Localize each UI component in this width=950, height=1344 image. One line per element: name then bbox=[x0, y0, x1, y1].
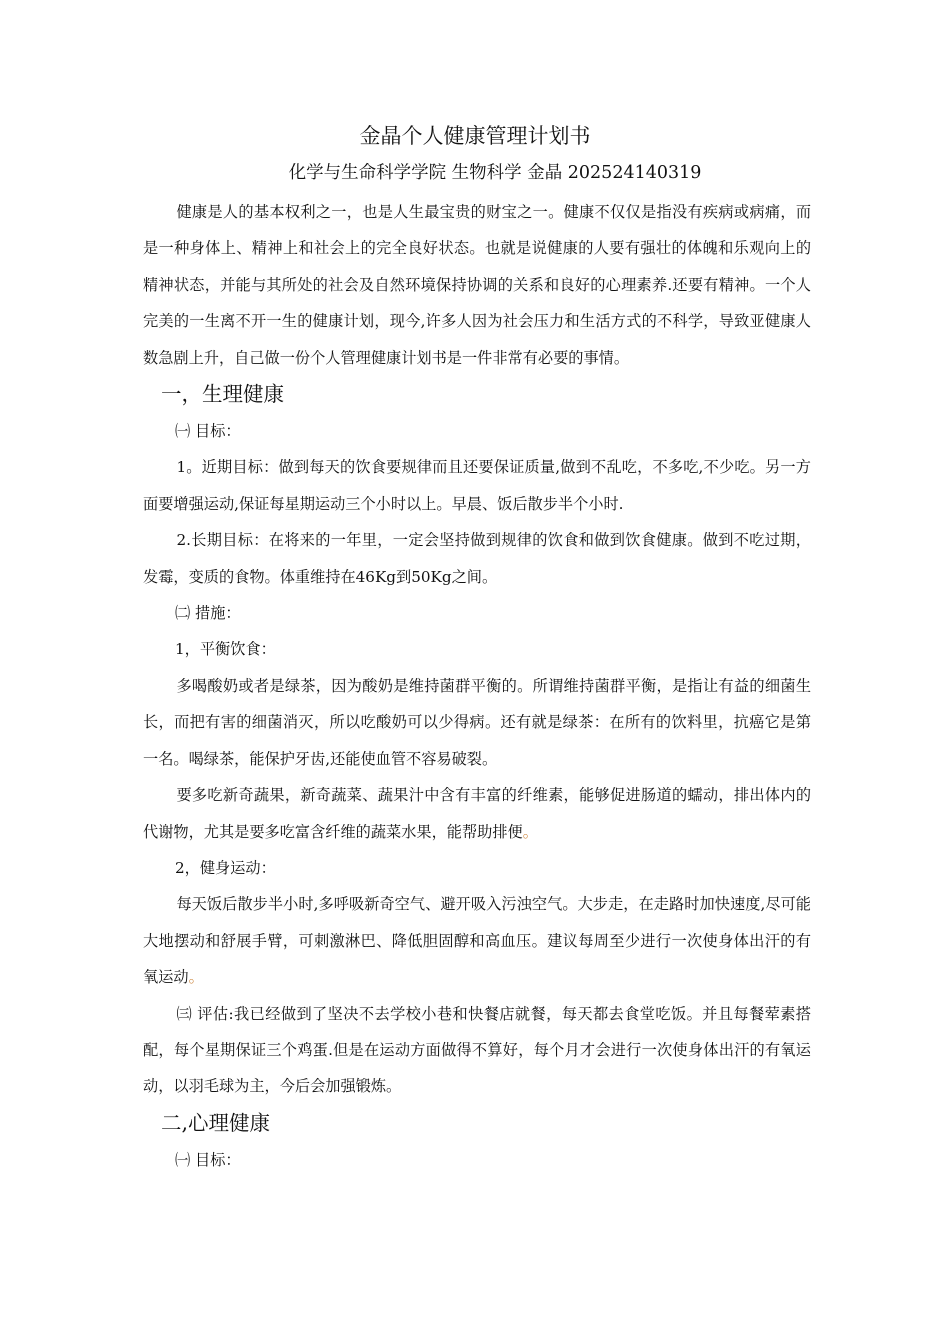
diet-paragraph-1: 多喝酸奶或者是绿茶，因为酸奶是维持菌群平衡的。所谓维持菌群平衡，是指让有益的细菌生长，而把有害的细菌消灭，所以吃酸奶可以少得病。还有就是绿茶：在所有的饮料里，抗癌它是第一名。喝绿茶，能保护牙齿,还能使血管不容易破裂。 bbox=[143, 676, 811, 768]
diet-label: 1，平衡饮食： bbox=[175, 640, 276, 659]
evaluation-paragraph: ㈢ 评估:我已经做到了坚决不去学校小巷和快餐店就餐，每天都去食堂吃饭。并且每餐荤素搭配，每个星期保证三个鸡蛋.但是在运动方面做得不算好，每个月才会进行一次使身体出汗的有氧运动，以羽毛球为主，今后会加强锻炼。 bbox=[143, 1004, 811, 1096]
measures-label: ㈡ 措施： bbox=[175, 604, 241, 623]
short-term-goal-paragraph: 1。近期目标：做到每天的饮食要规律而且还要保证质量,做到不乱吃，不多吃,不少吃。另一方面要增强运动,保证每星期运动三个小时以上。早晨、饭后散步半个小时. bbox=[143, 458, 811, 513]
intro-paragraph: 健康是人的基本权利之一，也是人生最宝贵的财宝之一。健康不仅仅是指没有疾病或病痛，而是一种身体上、精神上和社会上的完全良好状态。也就是说健康的人要有强壮的体魄和乐观向上的精神状态，并能与其所处的社会及自然环境保持协调的关系和良好的心理素养.还要有精神。一个人完美的一生离不开一生的健康计划，现今,许多人因为社会压力和生活方式的不科学，导致亚健康人数急剧上升，自己做一份个人管理健康计划书是一件非常有必要的事情。 bbox=[143, 203, 811, 367]
page-title: 金晶个人健康管理计划书 bbox=[359, 124, 591, 148]
section-heading-physical: 一，生理健康 bbox=[161, 382, 284, 407]
exercise-paragraph-end: 。 bbox=[188, 968, 204, 987]
goal-label-mental: ㈠ 目标： bbox=[175, 1150, 241, 1169]
long-term-goal-paragraph: 2.长期目标：在将来的一年里，一定会坚持做到规律的饮食和做到饮食健康。做到不吃过期，发霉，变质的食物。体重维持在46Kg到50Kg之间。 bbox=[143, 531, 811, 586]
diet-paragraph-2 bbox=[143, 777, 811, 850]
exercise-paragraph-text: 每天饭后散步半小时,多呼吸新奇空气、避开吸入污浊空气。大步走，在走路时加快速度,尽可能大地摆动和舒展手臂，可刺激淋巴、降低胆固醇和高血压。建议每周至少进行一次使身体出汗的有氧运动 bbox=[143, 895, 811, 987]
author-line: 化学与生命科学学院 生物科学 金晶 202524140319 bbox=[288, 163, 702, 183]
exercise-label: 2，健身运动： bbox=[175, 858, 276, 877]
exercise-paragraph bbox=[143, 886, 811, 995]
document-body bbox=[143, 194, 811, 1178]
diet-paragraph-2-text: 要多吃新奇蔬果，新奇蔬菜、蔬果汁中含有丰富的纤维素，能够促进肠道的蠕动，排出体内的代谢物，尤其是要多吃富含纤维的蔬菜水果，能帮助排便 bbox=[143, 786, 811, 841]
section-heading-mental: 二,心理健康 bbox=[161, 1110, 271, 1135]
goal-label: ㈠ 目标： bbox=[175, 422, 241, 441]
diet-paragraph-2-end: 。 bbox=[522, 822, 538, 841]
